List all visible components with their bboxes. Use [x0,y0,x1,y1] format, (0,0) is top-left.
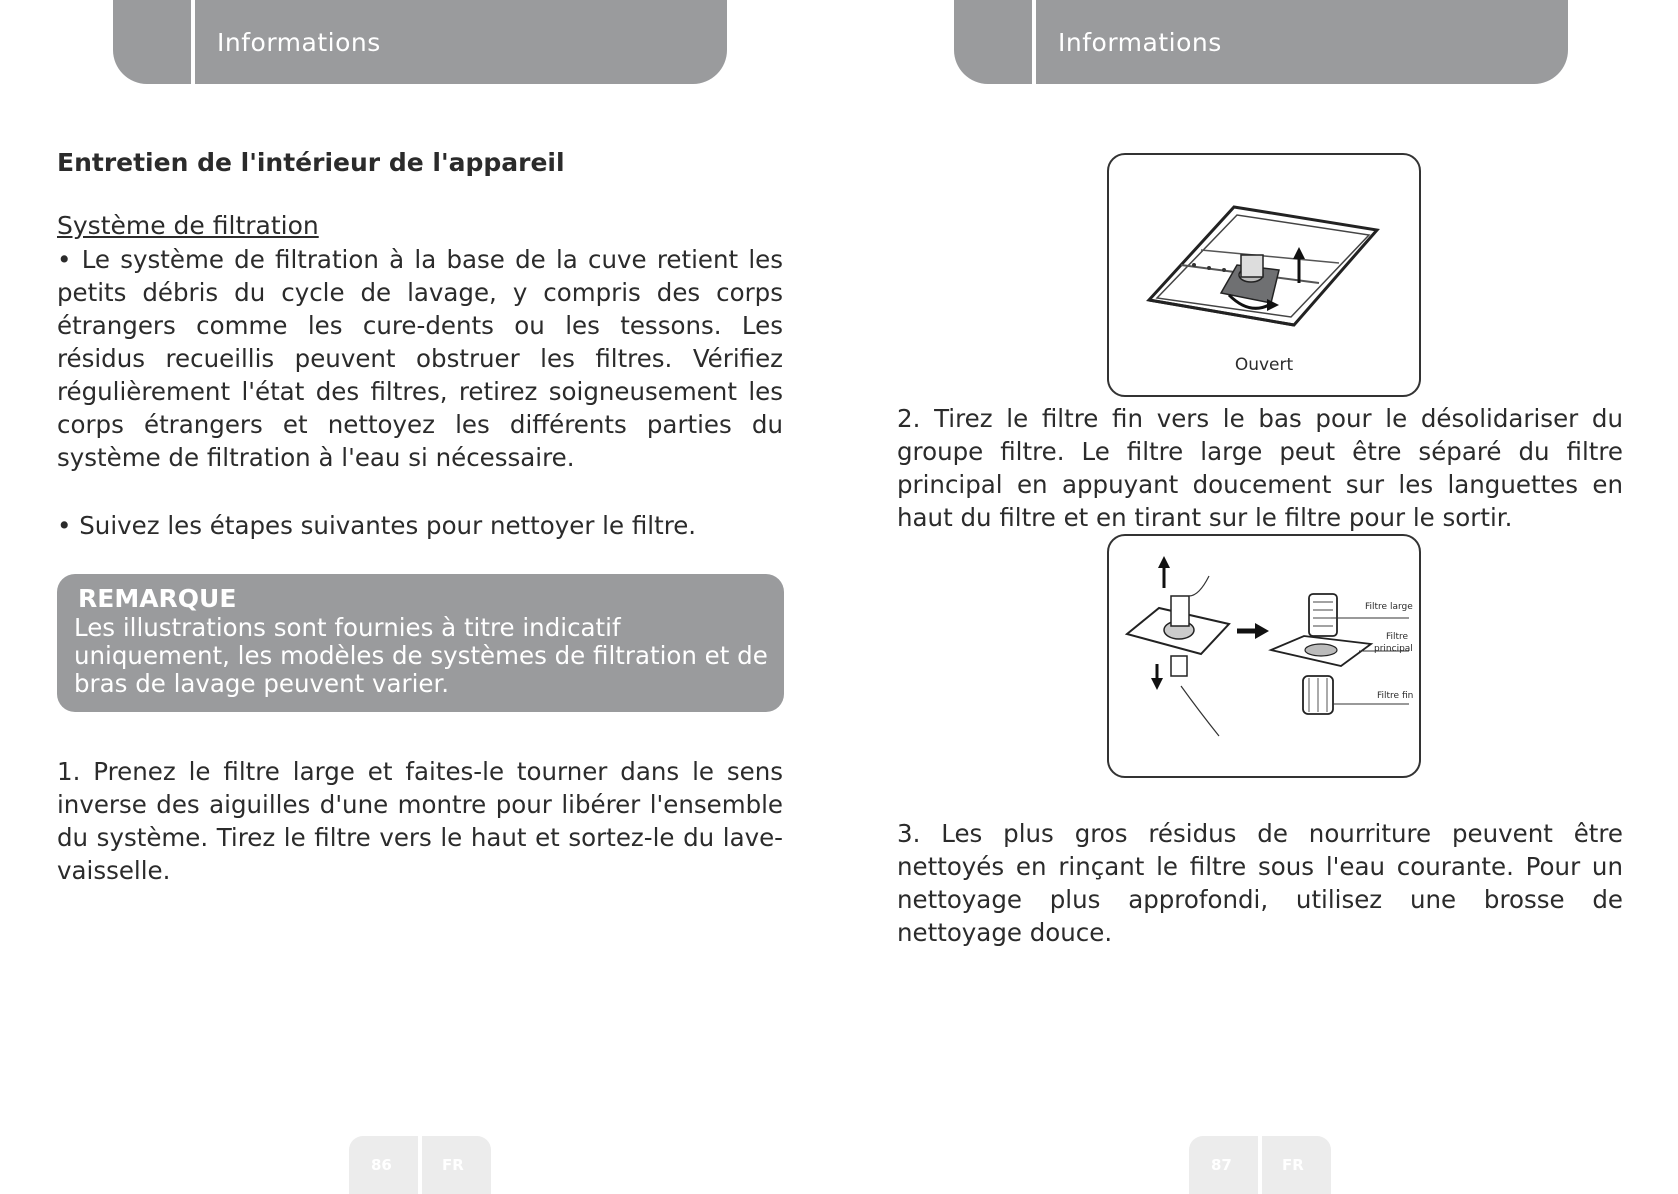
label-filtre-principal-2: principal [1374,644,1413,654]
header-separator [1032,0,1036,84]
footer-separator [418,1136,422,1194]
header-title: Informations [217,28,381,57]
figure-caption: Ouvert [1234,355,1294,375]
figure-filter-parts [1107,534,1421,778]
filter-tray-illustration [1109,155,1419,355]
paragraph-steps-intro: • Suivez les étapes suivantes pour nettoyer le filtre. [57,511,697,540]
step-1: 1. Prenez le filtre large et faites-le tourner dans le sens inverse des aiguilles d'une montre pour libérer l'ensemble du système. Tirez le filtre vers le haut et sortez-le du lave-vaisselle. [57,757,783,885]
note-box [57,574,784,712]
note-body: Les illustrations sont fournies à titre indicatif uniquement, les modèles de systèmes de filtration et de bras de lavage peuvent varier. [74,613,768,698]
step-2: 2. Tirez le filtre fin vers le bas pour le désolidariser du groupe filtre. Le filtre large peut être séparé du filtre principal en appuyant doucement sur les languettes en haut du filtre et en tirant sur le filtre pour le sortir. [897,404,1623,532]
header-separator [191,0,195,84]
page-number: 87 [1211,1156,1232,1174]
language-code: FR [442,1156,464,1174]
header-tab [954,0,1568,84]
note-title: REMARQUE [78,584,237,613]
footer-tab [1189,1136,1331,1194]
header-tab [113,0,727,84]
label-filtre-large: Filtre large [1365,602,1413,612]
subtitle: Système de filtration [57,211,319,240]
filter-parts-illustration [1109,536,1419,776]
footer-tab [349,1136,491,1194]
language-code: FR [1282,1156,1304,1174]
right-page [839,0,1678,1191]
left-page [0,0,839,1191]
header-title: Informations [1058,28,1222,57]
figure-filter-open [1107,153,1421,397]
footer-separator [1258,1136,1262,1194]
section-title: Entretien de l'intérieur de l'appareil [57,148,565,177]
label-filtre-principal-1: Filtre [1386,632,1409,642]
step-3: 3. Les plus gros résidus de nourriture peuvent être nettoyés en rinçant le filtre sous l'eau courante. Pour un nettoyage plus approfondi, utilisez une brosse de nettoyage douce. [897,819,1623,947]
page-number: 86 [371,1156,392,1174]
paragraph-filtration: • Le système de filtration à la base de la cuve retient les petits débris du cycle de lavage, y compris des corps étrangers comme les cure-dents ou les tessons. Les résidus recueillis peuvent obstruer les filtres. Vérifiez régulièrement l'état des filtres, retirez soigneusement les corps étrangers et nettoyez les différents parties du système de filtration à l'eau si nécessaire. [57,245,783,472]
label-filtre-fin: Filtre fin [1377,691,1414,701]
